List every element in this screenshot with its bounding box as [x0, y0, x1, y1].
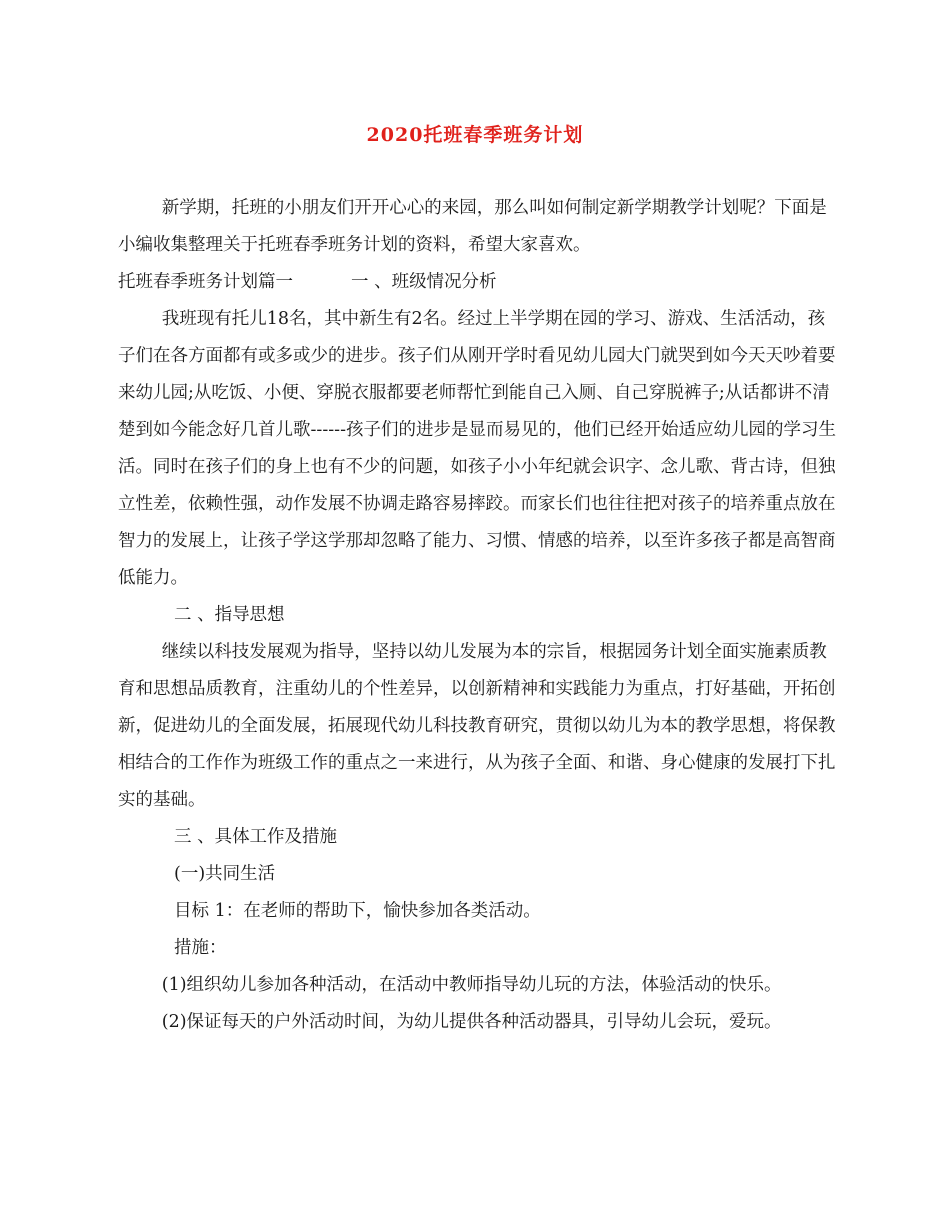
measure-2: (2)保证每天的户外活动时间，为幼儿提供各种活动器具，引导幼儿会玩，爱玩。 [161, 1012, 782, 1032]
goal-1: 目标 1：在老师的帮助下，愉快参加各类活动。 [174, 901, 541, 921]
document-title: 2020托班春季班务计划 [366, 124, 584, 146]
document-body [118, 190, 842, 1041]
section-1-paragraph: 我班现有托儿18名，其中新生有2名。经过上半学期在园的学习、游戏、生活活动，孩子们在各方面都有或多或少的进步。孩子们从刚开学时看见幼儿园大门就哭到如今天天吵着要来幼儿园;从吃饭、小便、穿脱衣服都要老师帮忙到能自己入厕、自己穿脱裤子;从话都讲不清楚到如今能念好几首儿歌------孩子们的进步是显而易见的，他们已经开始适应幼儿园的学习生活。同时在孩子们的身上也有不少的问题，如孩子小小年纪就会识字、念儿歌、背古诗，但独立性差，依赖性强，动作发展不协调走路容易摔跤。而家长们也往往把对孩子的培养重点放在智力的发展上，让孩子学这学那却忽略了能力、习惯、情感的培养，以至许多孩子都是高智商低能力。 [118, 309, 836, 588]
chapter-line [118, 264, 842, 301]
section-heading-2: 二 、指导思想 [174, 605, 285, 625]
measures-label: 措施： [174, 938, 227, 958]
section-heading-1: 一 、班级情况分析 [351, 272, 497, 292]
measure-1: (1)组织幼儿参加各种活动，在活动中教师指导幼儿玩的方法，体验活动的快乐。 [161, 975, 782, 995]
intro-paragraph: 新学期，托班的小朋友们开开心心的来园，那么叫如何制定新学期教学计划呢？下面是小编收集整理关于托班春季班务计划的资料，希望大家喜欢。 [118, 198, 827, 255]
subsection-heading-1: (一)共同生活 [174, 864, 276, 884]
chapter-label: 托班春季班务计划篇一 [118, 272, 293, 292]
section-2-paragraph: 继续以科技发展观为指导，坚持以幼儿发展为本的宗旨，根据园务计划全面实施素质教育和思想品质教育，注重幼儿的个性差异，以创新精神和实践能力为重点，打好基础，开拓创新，促进幼儿的全面发展，拓展现代幼儿科技教育研究，贯彻以幼儿为本的教学思想，将保教相结合的工作作为班级工作的重点之一来进行，从为孩子全面、和谐、身心健康的发展打下扎实的基础。 [118, 642, 836, 810]
section-heading-3: 三 、具体工作及措施 [174, 827, 338, 847]
